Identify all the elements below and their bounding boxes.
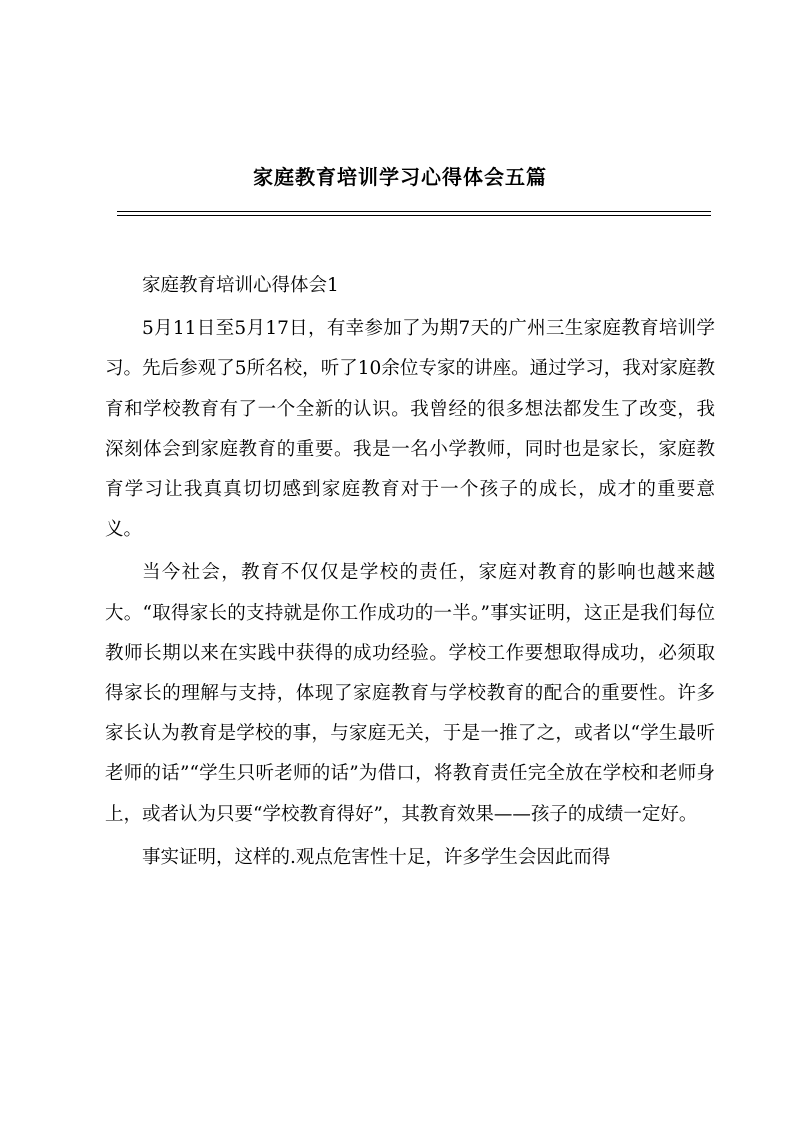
paragraph-2: 当今社会，教育不仅仅是学校的责任，家庭对教育的影响也越来越大。“取得家长的支持就是你工作成功的一半。”事实证明，这正是我们每位教师长期以来在实践中获得的成功经验。学校工作要想取得成功，必须取得家长的理解与支持，体现了家庭教育与学校教育的配合的重要性。许多家长认为教育是学校的事，与家庭无关，于是一推了之，或者以“学生最听老师的话”“学生只听老师的话”为借口，将教育责任完全放在学校和老师身上，或者认为只要“学校教育得好”，其教育效果——孩子的成绩一定好。	[105, 562, 715, 825]
title-double-rule	[117, 211, 711, 216]
paragraph-1: 5月11日至5月17日，有幸参加了为期7天的广州三生家庭教育培训学习。先后参观了5所名校，听了10余位专家的讲座。通过学习，我对家庭教育和学校教育有了一个全新的认识。我曾经的很多想法都发生了改变，我深刻体会到家庭教育的重要。我是一名小学教师，同时也是家长，家庭教育学习让我真真切切感到家庭教育对于一个孩子的成长，成才的重要意义。	[105, 318, 715, 541]
document-body	[105, 266, 715, 881]
paragraph-3: 事实证明，这样的.观点危害性十足，许多学生会因此而得	[142, 846, 611, 868]
section-heading: 家庭教育培训心得体会1	[142, 275, 339, 296]
document-title: 家庭教育培训学习心得体会五篇	[253, 165, 547, 189]
